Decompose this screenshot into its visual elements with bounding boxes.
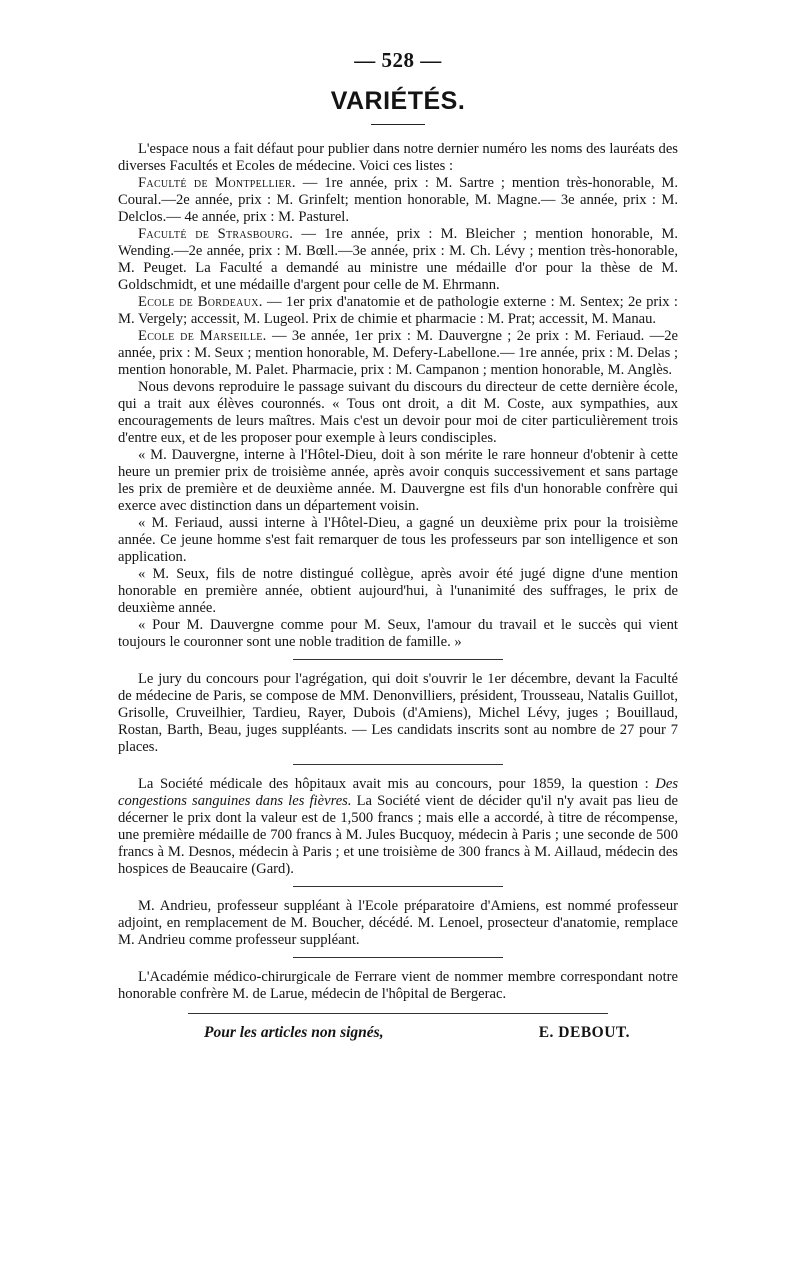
bordeaux-paragraph	[118, 294, 678, 328]
discours-paragraph: « M. Feriaud, aussi interne à l'Hôtel-Dieu, a gagné un deuxième prix pour la troisième année. Ce jeune homme s'est fait remarquer de tous les professeurs par son intelligence et son application.	[118, 515, 678, 565]
ferrare-paragraph: L'Académie médico-chirurgicale de Ferrare vient de nommer membre correspondant notre honorable confrère M. de Larue, médecin de l'hôpital de Bergerac.	[118, 969, 678, 1002]
societe-paragraph	[118, 776, 678, 878]
signature-line	[118, 1024, 678, 1042]
agregation-paragraph: Le jury du concours pour l'agrégation, qui doit s'ouvrir le 1er décembre, devant la Faculté de médecine de Paris, se compose de MM. Denonvilliers, président, Trousseau, Natalis Guillot, Grisolle, Cruveilhier, Tardieu, Rayer, Dubois (d'Amiens), Michel Lévy, juges ; Bouillaud, Rostan, Barth, Beau, juges suppléants. — Les candidats inscrits sont au nombre de 27 pour 7 places.	[118, 671, 678, 755]
signature-note: Pour les articles non signés,	[204, 1024, 384, 1041]
strasbourg-label: Faculté de Strasbourg.	[138, 226, 294, 242]
signature-name: E. DEBOUT.	[538, 1024, 630, 1041]
montpellier-label: Faculté de Montpellier.	[138, 175, 296, 191]
journal-page	[118, 48, 678, 1042]
montpellier-paragraph	[118, 175, 678, 226]
discours-paragraph: « Pour M. Dauvergne comme pour M. Seux, l'amour du travail et le succès qui vient toujours le couronner sont une noble tradition de famille. »	[118, 617, 678, 650]
signature-rule	[188, 1013, 608, 1014]
strasbourg-text: — 1re année, prix : M. Bleicher ; mention honorable, M. Wending.—2e année, prix : M. Bœll.—3e année, prix : M. Ch. Lévy ; mention très-honorable, M. Peuget. La Faculté a demandé au ministre une médaille d'or pour la thèse de M. Goldschmidt, et une médaille d'argent pour celle de M. Ehrmann.	[118, 226, 678, 293]
bordeaux-text: — 1er prix d'anatomie et de pathologie externe : M. Sentex; 2e prix : M. Vergely; accessit, M. Lugeol. Prix de chimie et pharmacie : M. Prat; accessit, M. Manau.	[118, 294, 678, 327]
bordeaux-label: Ecole de Bordeaux.	[138, 294, 263, 310]
societe-question: Des congestions sanguines dans les fièvres.	[118, 776, 678, 809]
section-divider	[293, 886, 503, 887]
marseille-text: — 3e année, 1er prix : M. Dauvergne ; 2e prix : M. Feriaud. —2e année, prix : M. Seux ; mention honorable, M. Defery-Labellone.— 1re année, prix : M. Delas ; mention honorable, M. Palet. Pharmacie, prix : M. Campanon ; mention honorable, M. Anglès.	[118, 328, 678, 378]
discours-paragraph: « M. Dauvergne, interne à l'Hôtel-Dieu, doit à son mérite le rare honneur d'obtenir à cette heure un premier prix de troisième année, après avoir conquis successivement et sans partage les prix de première et de deuxième année. M. Dauvergne est fils d'un honorable confrère qui exerce avec distinction dans un département voisin.	[118, 447, 678, 514]
andrieu-paragraph: M. Andrieu, professeur suppléant à l'Ecole préparatoire d'Amiens, est nommé professeur adjoint, en remplacement de M. Boucher, décédé. M. Lenoel, prosecteur d'anatomie, remplace M. Andrieu comme professeur suppléant.	[118, 898, 678, 948]
page-number: — 528 —	[354, 48, 442, 72]
societe-text-before: La Société médicale des hôpitaux avait mis au concours, pour 1859, la question :	[138, 776, 656, 792]
discours-paragraph: « M. Seux, fils de notre distingué collègue, après avoir été jugé digne d'une mention honorable en première année, obtient aujourd'hui, à l'unanimité des suffrages, le prix de deuxième année.	[118, 566, 678, 616]
marseille-paragraph	[118, 328, 678, 379]
strasbourg-paragraph	[118, 226, 678, 294]
intro-paragraph: L'espace nous a fait défaut pour publier dans notre dernier numéro les noms des lauréats des diverses Facultés et Ecoles de médecine. Voici ces listes :	[118, 141, 678, 174]
section-divider	[293, 764, 503, 765]
section-title: VARIÉTÉS.	[330, 87, 466, 115]
discours-paragraph: Nous devons reproduire le passage suivant du discours du directeur de cette dernière école, qui a trait aux élèves couronnés. « Tous ont droit, a dit M. Coste, aux sympathies, aux encouragements de leurs maîtres. Mais c'est un devoir pour moi de citer particulièrement trois d'entre eux, et de les proposer pour exemple à leurs condisciples.	[118, 379, 678, 446]
section-divider	[293, 957, 503, 958]
section-divider	[293, 659, 503, 660]
societe-text-after: La Société vient de décider qu'il n'y avait pas lieu de décerner le prix dont la valeur est de 1,500 francs ; mais elle a accordé, à titre de récompense, une première médaille de 700 francs à M. Jules Bucquoy, médecin à Paris ; une seconde de 500 francs à M. Desnos, médecin à Paris ; et une troisième de 300 francs à M. Aillaud, médecin des hospices de Beaucaire (Gard).	[118, 793, 678, 877]
montpellier-text: — 1re année, prix : M. Sartre ; mention très-honorable, M. Coural.—2e année, prix : M. Grinfelt; mention honorable, M. Magne.— 3e année, prix : M. Delclos.— 4e année, prix : M. Pasturel.	[118, 175, 678, 225]
title-rule	[371, 124, 425, 125]
marseille-label: Ecole de Marseille.	[138, 328, 267, 344]
